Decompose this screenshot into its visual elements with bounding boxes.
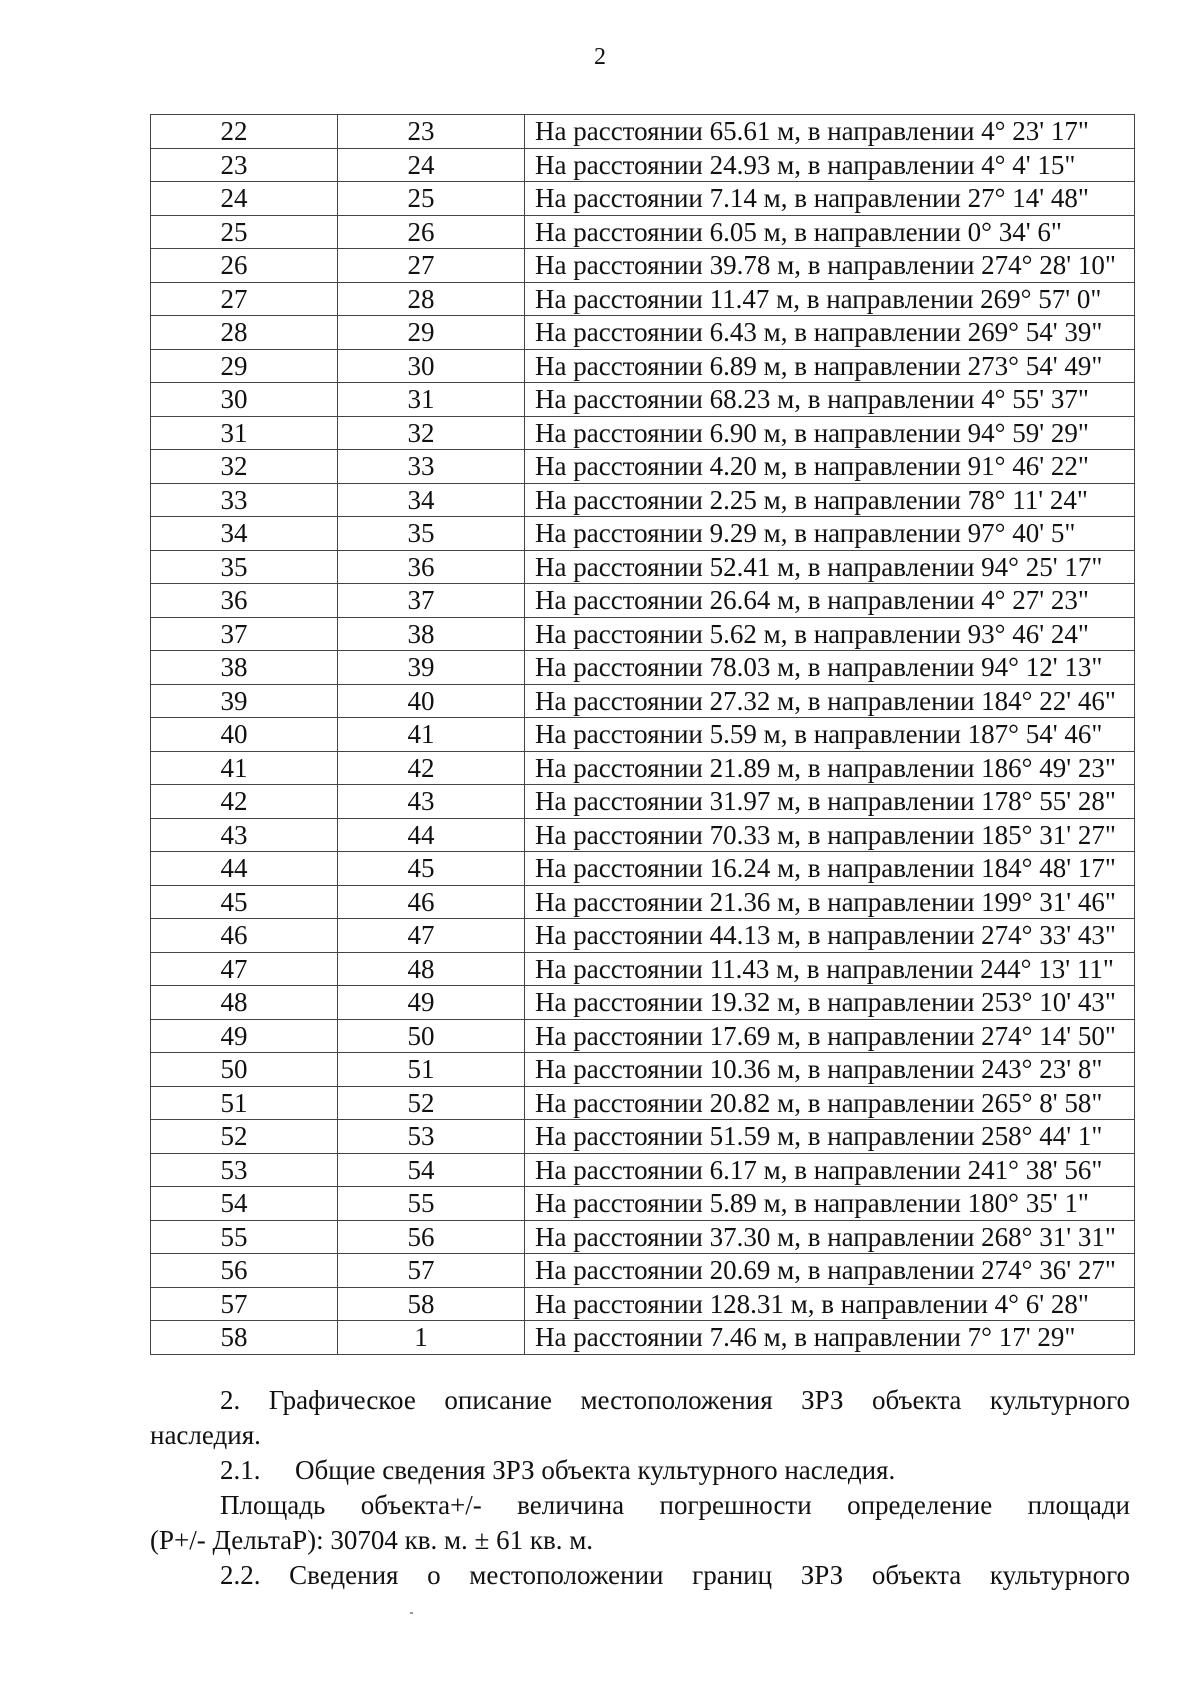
description-cell: На расстоянии 6.89 м, в направлении 273° 54' 49" bbox=[525, 349, 1135, 383]
section-2-heading-line1: 2. Графическое описание местоположения ЗРЗ объекта культурного bbox=[220, 1385, 1130, 1415]
from-point-cell: 47 bbox=[151, 952, 338, 986]
description-cell: На расстоянии 9.29 м, в направлении 97° 40' 5" bbox=[525, 517, 1135, 551]
area-paragraph-line2: (Р+/- ДельтаР): 30704 кв. м. ± 61 кв. м. bbox=[150, 1525, 594, 1555]
table-row bbox=[151, 1153, 1135, 1187]
table-row bbox=[151, 148, 1135, 182]
description-cell: На расстоянии 10.36 м, в направлении 243° 23' 8" bbox=[525, 1053, 1135, 1087]
table-row bbox=[151, 818, 1135, 852]
description-cell: На расстоянии 16.24 м, в направлении 184° 48' 17" bbox=[525, 852, 1135, 886]
to-point-cell: 28 bbox=[338, 282, 525, 316]
description-cell: На расстоянии 11.43 м, в направлении 244° 13' 11" bbox=[525, 952, 1135, 986]
from-point-cell: 31 bbox=[151, 416, 338, 450]
from-point-cell: 46 bbox=[151, 919, 338, 953]
from-point-cell: 48 bbox=[151, 986, 338, 1020]
table-row bbox=[151, 986, 1135, 1020]
from-point-cell: 58 bbox=[151, 1321, 338, 1355]
table-row bbox=[151, 852, 1135, 886]
scan-speck bbox=[410, 1612, 413, 1614]
description-cell: На расстоянии 6.90 м, в направлении 94° 59' 29" bbox=[525, 416, 1135, 450]
description-cell: На расстоянии 70.33 м, в направлении 185° 31' 27" bbox=[525, 818, 1135, 852]
description-cell: На расстоянии 37.30 м, в направлении 268° 31' 31" bbox=[525, 1220, 1135, 1254]
table-row bbox=[151, 316, 1135, 350]
document-text bbox=[150, 1383, 1130, 1593]
boundary-points-table bbox=[150, 114, 1135, 1355]
to-point-cell: 41 bbox=[338, 718, 525, 752]
to-point-cell: 25 bbox=[338, 182, 525, 216]
to-point-cell: 23 bbox=[338, 115, 525, 149]
description-cell: На расстоянии 27.32 м, в направлении 184° 22' 46" bbox=[525, 684, 1135, 718]
table-row bbox=[151, 282, 1135, 316]
to-point-cell: 35 bbox=[338, 517, 525, 551]
description-cell: На расстоянии 20.69 м, в направлении 274° 36' 27" bbox=[525, 1254, 1135, 1288]
from-point-cell: 57 bbox=[151, 1287, 338, 1321]
to-point-cell: 49 bbox=[338, 986, 525, 1020]
description-cell: На расстоянии 7.14 м, в направлении 27° 14' 48" bbox=[525, 182, 1135, 216]
from-point-cell: 26 bbox=[151, 249, 338, 283]
description-cell: На расстоянии 52.41 м, в направлении 94° 25' 17" bbox=[525, 550, 1135, 584]
to-point-cell: 24 bbox=[338, 148, 525, 182]
section-2-1-text: Общие сведения ЗРЗ объекта культурного наследия. bbox=[295, 1455, 896, 1485]
from-point-cell: 44 bbox=[151, 852, 338, 886]
to-point-cell: 39 bbox=[338, 651, 525, 685]
to-point-cell: 40 bbox=[338, 684, 525, 718]
description-cell: На расстоянии 5.59 м, в направлении 187° 54' 46" bbox=[525, 718, 1135, 752]
to-point-cell: 54 bbox=[338, 1153, 525, 1187]
to-point-cell: 47 bbox=[338, 919, 525, 953]
description-cell: На расстоянии 2.25 м, в направлении 78° 11' 24" bbox=[525, 483, 1135, 517]
table-row bbox=[151, 617, 1135, 651]
description-cell: На расстоянии 7.46 м, в направлении 7° 17' 29" bbox=[525, 1321, 1135, 1355]
to-point-cell: 36 bbox=[338, 550, 525, 584]
description-cell: На расстоянии 39.78 м, в направлении 274° 28' 10" bbox=[525, 249, 1135, 283]
from-point-cell: 35 bbox=[151, 550, 338, 584]
to-point-cell: 38 bbox=[338, 617, 525, 651]
to-point-cell: 43 bbox=[338, 785, 525, 819]
description-cell: На расстоянии 26.64 м, в направлении 4° 27' 23" bbox=[525, 584, 1135, 618]
from-point-cell: 39 bbox=[151, 684, 338, 718]
to-point-cell: 52 bbox=[338, 1086, 525, 1120]
description-cell: На расстоянии 65.61 м, в направлении 4° 23' 17" bbox=[525, 115, 1135, 149]
table-row bbox=[151, 1321, 1135, 1355]
to-point-cell: 29 bbox=[338, 316, 525, 350]
description-cell: На расстоянии 21.36 м, в направлении 199° 31' 46" bbox=[525, 885, 1135, 919]
description-cell: На расстоянии 11.47 м, в направлении 269° 57' 0" bbox=[525, 282, 1135, 316]
to-point-cell: 34 bbox=[338, 483, 525, 517]
table-body bbox=[151, 115, 1135, 1355]
area-paragraph-line1: Площадь объекта+/- величина погрешности определение площади bbox=[220, 1490, 1130, 1520]
section-2-heading-line2: наследия. bbox=[150, 1420, 261, 1450]
from-point-cell: 23 bbox=[151, 148, 338, 182]
from-point-cell: 36 bbox=[151, 584, 338, 618]
table-row bbox=[151, 751, 1135, 785]
table-row bbox=[151, 383, 1135, 417]
table-row bbox=[151, 885, 1135, 919]
description-cell: На расстоянии 51.59 м, в направлении 258° 44' 1" bbox=[525, 1120, 1135, 1154]
from-point-cell: 53 bbox=[151, 1153, 338, 1187]
to-point-cell: 46 bbox=[338, 885, 525, 919]
to-point-cell: 26 bbox=[338, 215, 525, 249]
from-point-cell: 41 bbox=[151, 751, 338, 785]
from-point-cell: 52 bbox=[151, 1120, 338, 1154]
from-point-cell: 34 bbox=[151, 517, 338, 551]
description-cell: На расстоянии 21.89 м, в направлении 186° 49' 23" bbox=[525, 751, 1135, 785]
description-cell: На расстоянии 6.05 м, в направлении 0° 34' 6" bbox=[525, 215, 1135, 249]
table-row bbox=[151, 1086, 1135, 1120]
table-row bbox=[151, 1019, 1135, 1053]
table-row bbox=[151, 517, 1135, 551]
table-row bbox=[151, 115, 1135, 149]
description-cell: На расстоянии 68.23 м, в направлении 4° 55' 37" bbox=[525, 383, 1135, 417]
to-point-cell: 56 bbox=[338, 1220, 525, 1254]
to-point-cell: 30 bbox=[338, 349, 525, 383]
from-point-cell: 25 bbox=[151, 215, 338, 249]
from-point-cell: 29 bbox=[151, 349, 338, 383]
table-row bbox=[151, 450, 1135, 484]
table-row bbox=[151, 785, 1135, 819]
from-point-cell: 32 bbox=[151, 450, 338, 484]
from-point-cell: 56 bbox=[151, 1254, 338, 1288]
table-row bbox=[151, 483, 1135, 517]
table-row bbox=[151, 349, 1135, 383]
table-row bbox=[151, 919, 1135, 953]
table-row bbox=[151, 952, 1135, 986]
table-row bbox=[151, 1187, 1135, 1221]
table-row bbox=[151, 550, 1135, 584]
section-2-2-heading-line1: 2.2. Сведения о местоположении границ ЗРЗ объекта культурного bbox=[220, 1560, 1130, 1590]
from-point-cell: 49 bbox=[151, 1019, 338, 1053]
to-point-cell: 55 bbox=[338, 1187, 525, 1221]
to-point-cell: 37 bbox=[338, 584, 525, 618]
description-cell: На расстоянии 19.32 м, в направлении 253° 10' 43" bbox=[525, 986, 1135, 1020]
from-point-cell: 30 bbox=[151, 383, 338, 417]
description-cell: На расстоянии 78.03 м, в направлении 94° 12' 13" bbox=[525, 651, 1135, 685]
to-point-cell: 45 bbox=[338, 852, 525, 886]
description-cell: На расстоянии 5.62 м, в направлении 93° 46' 24" bbox=[525, 617, 1135, 651]
table-row bbox=[151, 584, 1135, 618]
table-row bbox=[151, 718, 1135, 752]
to-point-cell: 57 bbox=[338, 1254, 525, 1288]
from-point-cell: 55 bbox=[151, 1220, 338, 1254]
table-row bbox=[151, 182, 1135, 216]
to-point-cell: 42 bbox=[338, 751, 525, 785]
from-point-cell: 37 bbox=[151, 617, 338, 651]
from-point-cell: 51 bbox=[151, 1086, 338, 1120]
table-row bbox=[151, 249, 1135, 283]
description-cell: На расстоянии 128.31 м, в направлении 4° 6' 28" bbox=[525, 1287, 1135, 1321]
from-point-cell: 22 bbox=[151, 115, 338, 149]
description-cell: На расстоянии 6.17 м, в направлении 241° 38' 56" bbox=[525, 1153, 1135, 1187]
to-point-cell: 32 bbox=[338, 416, 525, 450]
to-point-cell: 1 bbox=[338, 1321, 525, 1355]
description-cell: На расстоянии 4.20 м, в направлении 91° 46' 22" bbox=[525, 450, 1135, 484]
from-point-cell: 50 bbox=[151, 1053, 338, 1087]
from-point-cell: 27 bbox=[151, 282, 338, 316]
to-point-cell: 44 bbox=[338, 818, 525, 852]
table-row bbox=[151, 1120, 1135, 1154]
table-row bbox=[151, 1053, 1135, 1087]
from-point-cell: 54 bbox=[151, 1187, 338, 1221]
description-cell: На расстоянии 6.43 м, в направлении 269° 54' 39" bbox=[525, 316, 1135, 350]
to-point-cell: 51 bbox=[338, 1053, 525, 1087]
from-point-cell: 38 bbox=[151, 651, 338, 685]
table-row bbox=[151, 215, 1135, 249]
from-point-cell: 28 bbox=[151, 316, 338, 350]
description-cell: На расстоянии 5.89 м, в направлении 180° 35' 1" bbox=[525, 1187, 1135, 1221]
table-row bbox=[151, 1220, 1135, 1254]
table-row bbox=[151, 651, 1135, 685]
table-row bbox=[151, 684, 1135, 718]
to-point-cell: 48 bbox=[338, 952, 525, 986]
description-cell: На расстоянии 31.97 м, в направлении 178° 55' 28" bbox=[525, 785, 1135, 819]
from-point-cell: 40 bbox=[151, 718, 338, 752]
to-point-cell: 33 bbox=[338, 450, 525, 484]
to-point-cell: 31 bbox=[338, 383, 525, 417]
table-row bbox=[151, 1287, 1135, 1321]
to-point-cell: 58 bbox=[338, 1287, 525, 1321]
from-point-cell: 33 bbox=[151, 483, 338, 517]
table-row bbox=[151, 416, 1135, 450]
description-cell: На расстоянии 44.13 м, в направлении 274° 33' 43" bbox=[525, 919, 1135, 953]
description-cell: На расстоянии 24.93 м, в направлении 4° 4' 15" bbox=[525, 148, 1135, 182]
from-point-cell: 45 bbox=[151, 885, 338, 919]
to-point-cell: 27 bbox=[338, 249, 525, 283]
to-point-cell: 50 bbox=[338, 1019, 525, 1053]
from-point-cell: 42 bbox=[151, 785, 338, 819]
description-cell: На расстоянии 20.82 м, в направлении 265° 8' 58" bbox=[525, 1086, 1135, 1120]
from-point-cell: 43 bbox=[151, 818, 338, 852]
from-point-cell: 24 bbox=[151, 182, 338, 216]
table-row bbox=[151, 1254, 1135, 1288]
to-point-cell: 53 bbox=[338, 1120, 525, 1154]
page-number: 2 bbox=[594, 44, 606, 70]
description-cell: На расстоянии 17.69 м, в направлении 274° 14' 50" bbox=[525, 1019, 1135, 1053]
section-2-1-heading bbox=[150, 1453, 1130, 1487]
section-2-1-number: 2.1. bbox=[220, 1455, 261, 1485]
